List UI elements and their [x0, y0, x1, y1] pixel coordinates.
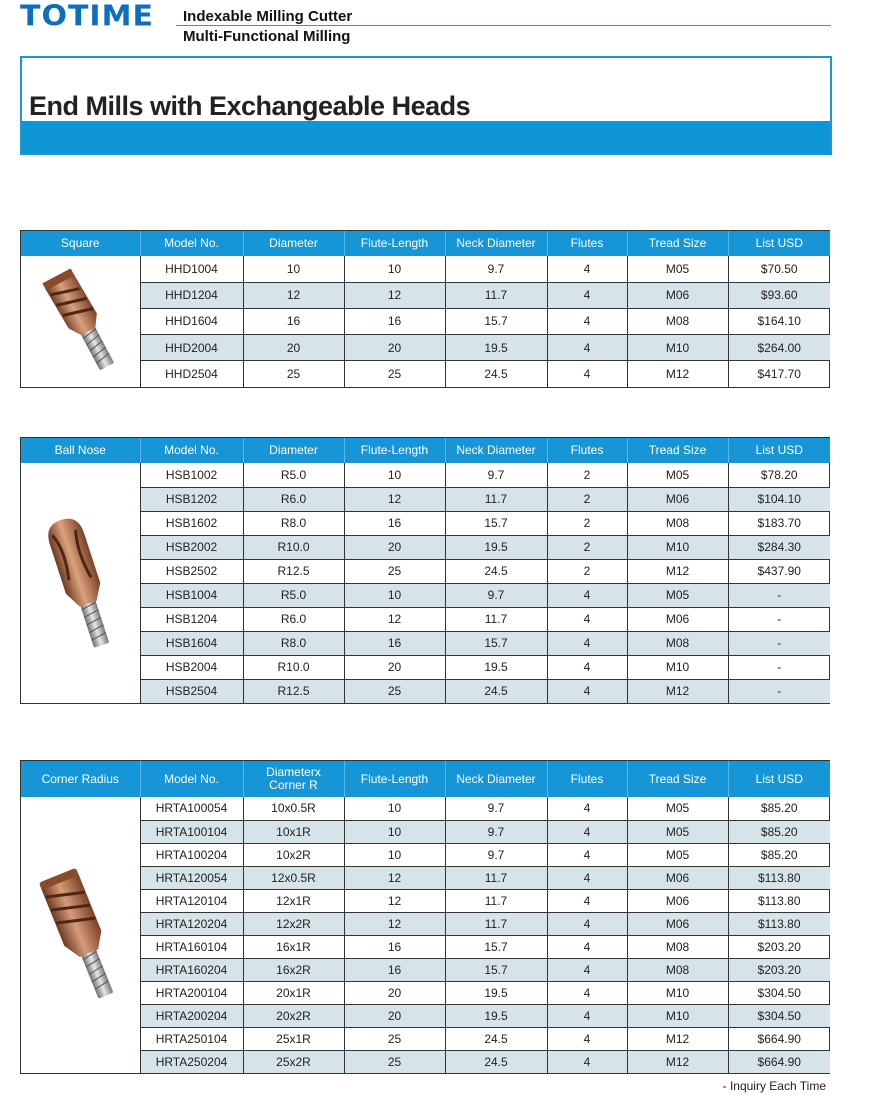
table-cell: HSB1204 [140, 607, 243, 631]
ball-nose-table [20, 437, 830, 704]
table-cell: 20 [344, 981, 445, 1004]
table-cell: 16 [344, 958, 445, 981]
table-cell: $664.90 [728, 1050, 830, 1073]
table-cell: 16 [243, 308, 344, 334]
table-cell: 15.7 [445, 958, 547, 981]
table-cell: 20 [344, 535, 445, 559]
table-cell: 12 [243, 282, 344, 308]
table-row [21, 655, 830, 679]
table-cell: 25 [344, 679, 445, 703]
table-cell: 19.5 [445, 535, 547, 559]
table-cell: 15.7 [445, 308, 547, 334]
table-row [21, 511, 830, 535]
table-row [21, 583, 830, 607]
table-cell: $85.20 [728, 820, 830, 843]
column-header: Model No. [140, 231, 243, 256]
table-cell: $164.10 [728, 308, 830, 334]
table-row [21, 535, 830, 559]
table-cell: 16 [344, 511, 445, 535]
table-row [21, 256, 830, 282]
table-cell: M10 [627, 335, 728, 361]
table-cell: 10 [344, 463, 445, 487]
table-cell: 10x0.5R [243, 797, 344, 820]
table-row [21, 361, 830, 387]
table-cell: 11.7 [445, 889, 547, 912]
table-row [21, 935, 830, 958]
table-cell: HRTA120054 [140, 866, 243, 889]
category-label: Square [21, 231, 140, 256]
brand-logo: TOTIME [20, 0, 154, 34]
table-row [21, 607, 830, 631]
table-cell: R5.0 [243, 583, 344, 607]
table-cell: 4 [547, 981, 627, 1004]
table-cell: $203.20 [728, 935, 830, 958]
column-header: Neck Diameter [445, 231, 547, 256]
table-cell: M10 [627, 535, 728, 559]
table-cell: $104.10 [728, 487, 830, 511]
spec-table [21, 438, 830, 703]
table-cell: 2 [547, 559, 627, 583]
table-cell: 16x2R [243, 958, 344, 981]
table-cell: M06 [627, 487, 728, 511]
table-cell: 20 [344, 1004, 445, 1027]
table-cell: M12 [627, 559, 728, 583]
table-row [21, 631, 830, 655]
table-cell: 12 [344, 912, 445, 935]
table-cell: 11.7 [445, 282, 547, 308]
header-divider [176, 25, 831, 26]
table-cell: - [728, 679, 830, 703]
table-row [21, 308, 830, 334]
table-cell: 4 [547, 308, 627, 334]
table-cell: 4 [547, 655, 627, 679]
column-header: Tread Size [627, 231, 728, 256]
table-cell: 24.5 [445, 361, 547, 387]
table-cell: $113.80 [728, 889, 830, 912]
column-header: Flutes [547, 231, 627, 256]
column-header: List USD [728, 231, 830, 256]
table-cell: M08 [627, 511, 728, 535]
header-row [21, 231, 830, 256]
table-cell: 12 [344, 607, 445, 631]
table-cell: 12 [344, 889, 445, 912]
column-header: Flute-Length [344, 438, 445, 463]
table-cell: 25 [344, 1050, 445, 1073]
table-cell: R12.5 [243, 559, 344, 583]
table-cell: $70.50 [728, 256, 830, 282]
table-cell: 19.5 [445, 335, 547, 361]
column-header: Flute-Length [344, 231, 445, 256]
table-cell: 12x1R [243, 889, 344, 912]
table-cell: 4 [547, 866, 627, 889]
table-cell: 16 [344, 935, 445, 958]
column-header: Flute-Length [344, 761, 445, 797]
title-banner [20, 56, 832, 155]
table-row [21, 843, 830, 866]
table-cell: HHD2004 [140, 335, 243, 361]
table-cell: HRTA100204 [140, 843, 243, 866]
table-cell: 12x0.5R [243, 866, 344, 889]
table-cell: 4 [547, 607, 627, 631]
table-cell: 9.7 [445, 797, 547, 820]
square-end-mill-head-image [30, 256, 130, 384]
table-cell: 4 [547, 282, 627, 308]
table-cell: R6.0 [243, 607, 344, 631]
table-cell: $93.60 [728, 282, 830, 308]
table-cell: 25 [344, 1027, 445, 1050]
table-cell: 25x1R [243, 1027, 344, 1050]
table-cell: M05 [627, 820, 728, 843]
table-cell: HHD1004 [140, 256, 243, 282]
table-cell: M12 [627, 361, 728, 387]
table-row [21, 463, 830, 487]
table-cell: 2 [547, 511, 627, 535]
table-row [21, 889, 830, 912]
table-cell: R12.5 [243, 679, 344, 703]
spec-table [21, 231, 830, 387]
table-cell: 4 [547, 583, 627, 607]
table-cell: 10 [344, 256, 445, 282]
table-cell: - [728, 655, 830, 679]
table-row [21, 912, 830, 935]
table-cell: R8.0 [243, 631, 344, 655]
table-cell: HRTA200104 [140, 981, 243, 1004]
table-cell: $437.90 [728, 559, 830, 583]
corner-radius-table [20, 760, 830, 1074]
table-cell: 4 [547, 797, 627, 820]
table-row [21, 1004, 830, 1027]
table-row [21, 679, 830, 703]
table-cell: M12 [627, 1050, 728, 1073]
table-cell: M08 [627, 935, 728, 958]
table-cell: 19.5 [445, 1004, 547, 1027]
table-cell: 24.5 [445, 559, 547, 583]
table-cell: HRTA250104 [140, 1027, 243, 1050]
table-cell: $113.80 [728, 912, 830, 935]
table-cell: M05 [627, 843, 728, 866]
table-row [21, 487, 830, 511]
table-cell: HRTA160104 [140, 935, 243, 958]
table-cell: M06 [627, 282, 728, 308]
column-header: Neck Diameter [445, 438, 547, 463]
table-cell: M06 [627, 889, 728, 912]
table-cell: M12 [627, 1027, 728, 1050]
table-cell: HRTA120204 [140, 912, 243, 935]
table-cell: HRTA100104 [140, 820, 243, 843]
table-cell: HRTA120104 [140, 889, 243, 912]
table-cell: 4 [547, 935, 627, 958]
table-cell: 4 [547, 361, 627, 387]
table-cell: R6.0 [243, 487, 344, 511]
table-cell: HSB1202 [140, 487, 243, 511]
table-cell: 4 [547, 820, 627, 843]
table-cell: M10 [627, 981, 728, 1004]
table-cell: $85.20 [728, 843, 830, 866]
title-accent-band [22, 121, 830, 153]
table-cell: 25 [344, 361, 445, 387]
table-cell: $183.70 [728, 511, 830, 535]
header-row [21, 438, 830, 463]
table-cell: 15.7 [445, 935, 547, 958]
table-cell: 10x1R [243, 820, 344, 843]
table-cell: 4 [547, 889, 627, 912]
table-cell: 10 [344, 820, 445, 843]
table-row [21, 820, 830, 843]
square-end-mill-head-image [21, 256, 140, 387]
column-header: Diameter [243, 231, 344, 256]
table-cell: 24.5 [445, 679, 547, 703]
table-row [21, 958, 830, 981]
table-cell: $304.50 [728, 1004, 830, 1027]
table-cell: $284.30 [728, 535, 830, 559]
table-row [21, 559, 830, 583]
column-header: Tread Size [627, 438, 728, 463]
table-cell: 2 [547, 487, 627, 511]
table-cell: 4 [547, 1004, 627, 1027]
column-header: Flutes [547, 761, 627, 797]
corner-radius-end-mill-head-image [30, 859, 130, 1009]
table-cell: HSB2002 [140, 535, 243, 559]
table-cell: HSB2502 [140, 559, 243, 583]
table-cell: M06 [627, 607, 728, 631]
square-table [20, 230, 830, 388]
table-row [21, 866, 830, 889]
table-cell: 25 [243, 361, 344, 387]
table-cell: M06 [627, 866, 728, 889]
table-cell: - [728, 583, 830, 607]
column-header: List USD [728, 761, 830, 797]
table-cell: M05 [627, 256, 728, 282]
table-cell: 15.7 [445, 511, 547, 535]
category-label: Corner Radius [21, 761, 140, 797]
table-cell: $113.80 [728, 866, 830, 889]
table-cell: 9.7 [445, 820, 547, 843]
table-cell: 19.5 [445, 655, 547, 679]
table-row [21, 1027, 830, 1050]
header-row [21, 761, 830, 797]
table-cell: M08 [627, 631, 728, 655]
table-cell: HSB2504 [140, 679, 243, 703]
table-cell: HHD1604 [140, 308, 243, 334]
table-cell: 4 [547, 958, 627, 981]
table-cell: $85.20 [728, 797, 830, 820]
table-row [21, 1050, 830, 1073]
table-cell: 12 [344, 866, 445, 889]
table-cell: HSB1004 [140, 583, 243, 607]
table-cell: 11.7 [445, 487, 547, 511]
table-row [21, 335, 830, 361]
table-cell: HSB1602 [140, 511, 243, 535]
table-cell: 4 [547, 1027, 627, 1050]
table-cell: $304.50 [728, 981, 830, 1004]
ball-nose-end-mill-head-image [30, 507, 130, 657]
table-cell: M06 [627, 912, 728, 935]
page-title: End Mills with Exchangeable Heads [29, 91, 471, 121]
ball-nose-end-mill-head-image [21, 463, 140, 703]
table-cell: HSB1002 [140, 463, 243, 487]
table-cell: 9.7 [445, 256, 547, 282]
table-cell: 12 [344, 487, 445, 511]
table-cell: M05 [627, 463, 728, 487]
column-header: Model No. [140, 761, 243, 797]
table-cell: R8.0 [243, 511, 344, 535]
table-cell: 4 [547, 256, 627, 282]
footnote: - Inquiry Each Time [722, 1079, 826, 1093]
table-cell: 10 [243, 256, 344, 282]
column-header: Diameterx Corner R [243, 761, 344, 797]
column-header: Tread Size [627, 761, 728, 797]
table-cell: 25x2R [243, 1050, 344, 1073]
table-cell: 11.7 [445, 607, 547, 631]
table-cell: 10 [344, 797, 445, 820]
table-cell: R5.0 [243, 463, 344, 487]
table-cell: M05 [627, 797, 728, 820]
column-header: Neck Diameter [445, 761, 547, 797]
table-cell: 9.7 [445, 463, 547, 487]
table-cell: - [728, 607, 830, 631]
table-cell: M08 [627, 958, 728, 981]
table-cell: 4 [547, 843, 627, 866]
table-cell: 12 [344, 282, 445, 308]
table-cell: 16 [344, 631, 445, 655]
table-cell: 20 [243, 335, 344, 361]
table-cell: 4 [547, 335, 627, 361]
table-cell: M12 [627, 679, 728, 703]
table-cell: 24.5 [445, 1050, 547, 1073]
table-cell: $264.00 [728, 335, 830, 361]
header-subtitle-line2: Multi-Functional Milling [183, 28, 351, 45]
table-cell: HSB2004 [140, 655, 243, 679]
table-cell: 10x2R [243, 843, 344, 866]
table-cell: HRTA160204 [140, 958, 243, 981]
column-header: Diameter [243, 438, 344, 463]
table-cell: 20x2R [243, 1004, 344, 1027]
column-header: List USD [728, 438, 830, 463]
table-cell: 19.5 [445, 981, 547, 1004]
table-cell: 16x1R [243, 935, 344, 958]
category-label: Ball Nose [21, 438, 140, 463]
spec-table [21, 761, 830, 1073]
column-header: Model No. [140, 438, 243, 463]
table-cell: 16 [344, 308, 445, 334]
table-cell: 24.5 [445, 1027, 547, 1050]
table-cell: $78.20 [728, 463, 830, 487]
table-row [21, 981, 830, 1004]
table-cell: R10.0 [243, 655, 344, 679]
table-cell: M05 [627, 583, 728, 607]
table-cell: 11.7 [445, 912, 547, 935]
table-cell: 4 [547, 631, 627, 655]
table-cell: 4 [547, 1050, 627, 1073]
table-row [21, 797, 830, 820]
table-cell: 4 [547, 912, 627, 935]
table-cell: 2 [547, 535, 627, 559]
table-cell: HHD1204 [140, 282, 243, 308]
table-cell: HRTA100054 [140, 797, 243, 820]
table-cell: $203.20 [728, 958, 830, 981]
table-cell: 20 [344, 335, 445, 361]
table-cell: M10 [627, 1004, 728, 1027]
table-cell: 9.7 [445, 583, 547, 607]
table-cell: HHD2504 [140, 361, 243, 387]
table-cell: 10 [344, 583, 445, 607]
table-cell: 25 [344, 559, 445, 583]
table-row [21, 282, 830, 308]
table-cell: 20x1R [243, 981, 344, 1004]
table-cell: - [728, 631, 830, 655]
table-cell: 15.7 [445, 631, 547, 655]
table-cell: M10 [627, 655, 728, 679]
table-cell: 11.7 [445, 866, 547, 889]
table-cell: 10 [344, 843, 445, 866]
table-cell: HRTA200204 [140, 1004, 243, 1027]
corner-radius-end-mill-head-image [21, 797, 140, 1073]
table-cell: 12x2R [243, 912, 344, 935]
table-cell: M08 [627, 308, 728, 334]
table-cell: R10.0 [243, 535, 344, 559]
table-cell: HRTA250204 [140, 1050, 243, 1073]
table-cell: 20 [344, 655, 445, 679]
table-cell: $417.70 [757, 367, 801, 382]
table-cell: 9.7 [445, 843, 547, 866]
header-subtitle-line1: Indexable Milling Cutter [183, 8, 353, 25]
table-cell: $664.90 [728, 1027, 830, 1050]
table-cell: 4 [547, 679, 627, 703]
column-header: Flutes [547, 438, 627, 463]
table-cell: 2 [547, 463, 627, 487]
table-cell: HSB1604 [140, 631, 243, 655]
